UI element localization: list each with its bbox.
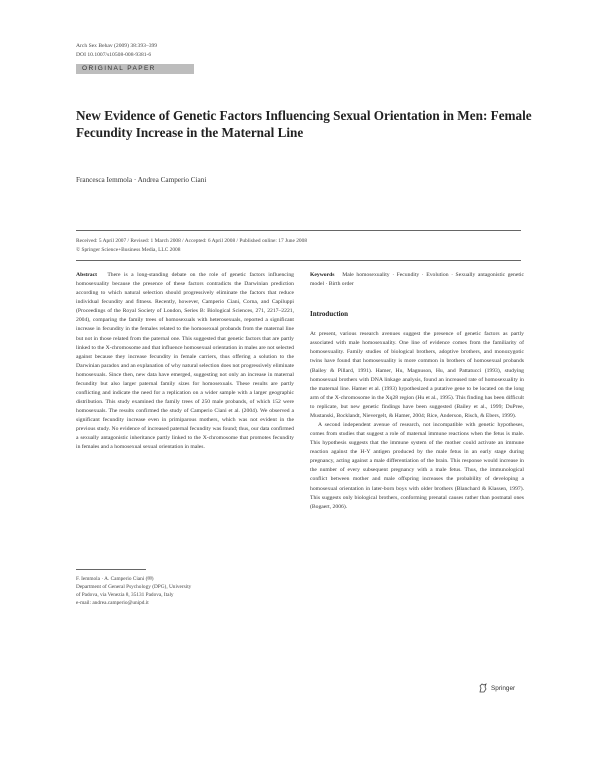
right-column	[310, 271, 524, 512]
publisher-logo	[478, 683, 515, 693]
publication-dates	[76, 237, 526, 255]
article-type-badge: ORIGINAL PAPER	[76, 64, 194, 74]
doi[interactable]: DOI 10.1007/s10508-008-9381-6	[76, 52, 152, 58]
keywords-text: Male homosexuality · Fecundity · Evolution · Sexually antagonistic genetic model · Birth order	[310, 272, 525, 288]
springer-horse-icon	[478, 683, 488, 693]
abstract	[76, 271, 294, 453]
keywords-label: Keywords	[310, 272, 335, 278]
copyright: © Springer Science+Business Media, LLC 2008	[76, 247, 181, 253]
journal-meta	[76, 42, 157, 60]
author-list: Francesca Iemmola · Andrea Camperio Ciani	[76, 176, 207, 184]
publisher-name: Springer	[491, 684, 516, 692]
keywords	[310, 271, 524, 289]
journal-citation: Arch Sex Behav (2009) 38:393–399	[76, 43, 158, 49]
date-history: Received: 5 April 2007 / Revised: 1 March 2008 / Accepted: 6 April 2008 / Published online: 17 June 2008	[76, 238, 308, 244]
introduction-paragraph-1: At present, various research avenues suggest the presence of genetic factors as partly associated with male homosexuality. One line of evidence comes from the familiarity of homosexuality. Family studies of biological brothers, adoptive brothers, and monozygotic twins have found that homosexuality is more common in brothers of homosexual probands (Bailey & Pillard, 1991). Hamer, Hu, Magnuson, Hu, and Pattatucci (1993), studying homosexual brothers with DNA linkage analysis, found an increased rate of homosexuality in the maternal line. Hamer et al. (1993) hypothesized a putative gene to be located on the long arm of the X-chromosome in the Xq28 region (Hu et al., 1995). This finding has been difficult to replicate, but new genetic findings have been suggested (Bailey et al., 1999; DuPree, Mustanski, Bocklandt, Nievergelt, & Hamer, 2004; Rice, Anderson, Risch, & Ebers, 1999).	[310, 331, 524, 419]
paper-title: New Evidence of Genetic Factors Influencing Sexual Orientation in Men: Female Fecundity Increase in the Maternal Line	[76, 108, 532, 140]
footnote-divider	[76, 569, 146, 570]
footnote-email[interactable]: e-mail: andrea.camperio@unipd.it	[76, 600, 149, 606]
left-column	[76, 271, 294, 453]
abstract-label: Abstract	[76, 272, 97, 278]
introduction-paragraph-2: A second independent avenue of research, not incompatible with genetic hypotheses, comes from studies that suggest a role of maternal immune reactions when the fetus is male. This hypothesis suggests that the immune system of the mother could activate an immune reaction against the H-Y antigen produced by the male fetus in an early stage during pregnancy, acting against a male differentiation of the brain. This response would increase in the number of every subsequent pregnancy with a male fetus. Thus, the immunological conflict between mother and male offspring increases the probability of developing a homosexual orientation in later-born boys with older brothers (Blanchard & Klassen, 1997). This suggests only biological brothers, conforming prenatal causes rather than postnatal ones (Bogaert, 2006).	[310, 422, 524, 510]
footnote-authors: F. Iemmola · A. Camperio Ciani (✉)	[76, 576, 154, 582]
divider	[76, 230, 521, 231]
footnote-affiliation-2: of Padova, via Venezia 8, 35131 Padova, Italy	[76, 592, 174, 598]
footnote-affiliation-1: Department of General Psychology (DPG), University	[76, 584, 192, 590]
abstract-text: There is a long-standing debate on the role of genetic factors influencing homosexuality because the presence of these factors contradicts the Darwinian prediction according to which natural selection should progressively eliminate the factors that reduce individual fecundity and fitness. Recently, however, Camperio Ciani, Corna, and Capiluppi (Proceedings of the Royal Society of London, Series B: Biological Sciences, 271, 2217–2221, 2004), comparing the family trees of homosexuals with heterosexuals, reported a significant increase in fecundity in the females related to the homosexual probands from the maternal line but not in those related from the paternal one. This suggested that genetic factors that are partly linked to the X-chromosome and that influence homosexual orientation in males are not selected against because they increase fecundity in female carriers, thus offering a solution to the Darwinian paradox and an explanation of why natural selection does not progressively eliminate homosexuals. Since then, new data have emerged, suggesting not only an increase in maternal fecundity but also larger paternal family sizes for homosexuals. These results are partly conflicting and indicate the need for a replication on a wider sample with a larger geographic distribution. This study examined the family trees of 250 male probands, of which 152 were homosexuals. The results confirmed the study of Camperio Ciani et al. (2004). We observed a significant fecundity increase even in primiparous mothers, which was not evident in the previous study. No evidence of increased paternal fecundity was found; thus, our data confirmed a sexually antagonistic inheritance partly linked to the X-chromosome that promotes fecundity in females and a homosexual sexual orientation in males.	[76, 272, 294, 451]
introduction-heading: Introduction	[310, 310, 348, 319]
correspondence-footnote	[76, 575, 294, 607]
divider	[76, 260, 521, 261]
